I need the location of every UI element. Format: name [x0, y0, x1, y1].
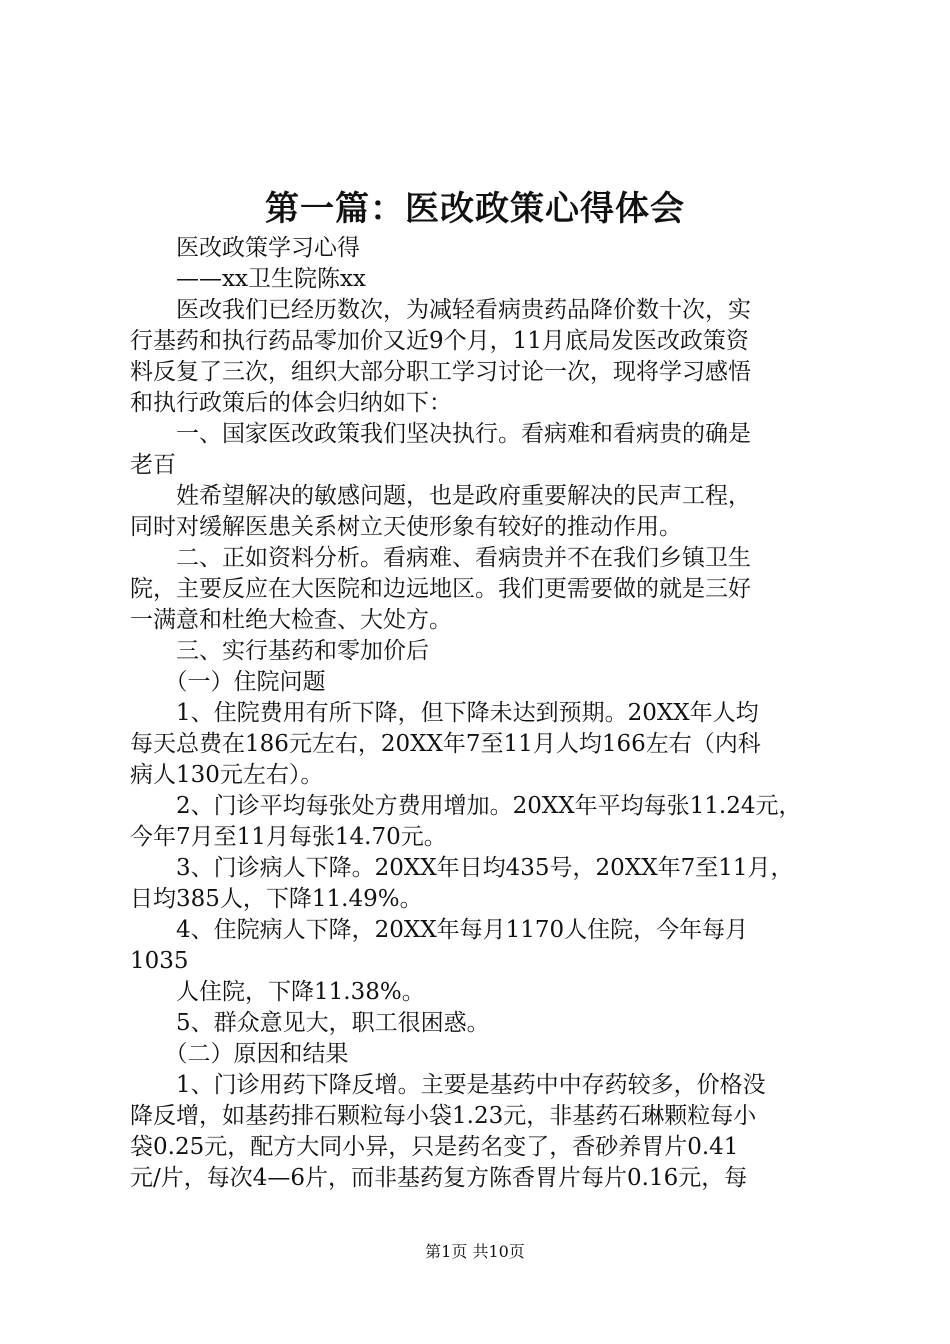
paragraph-line: 和执行政策后的体会归纳如下： [130, 390, 452, 416]
paragraph-line: （二）原因和结果 [130, 1041, 349, 1067]
paragraph-line: 5、群众意见大，职工很困惑。 [130, 1010, 490, 1036]
paragraph-line: 料反复了三次，组织大部分职工学习讨论一次，现将学习感悟 [130, 359, 751, 385]
paragraph-line: 袋0.25元，配方大同小异，只是药名变了，香砂养胃片0.41 [130, 1134, 739, 1160]
paragraph-line: 1035 [130, 948, 189, 974]
paragraph-line: 二、正如资料分析。看病难、看病贵并不在我们乡镇卫生 [130, 545, 751, 571]
paragraph-line: 医改政策学习心得 [130, 235, 360, 261]
paragraph-line: 医改我们已经历数次，为减轻看病贵药品降价数十次，实 [130, 297, 751, 323]
paragraph-line: 日均385人，下降11.49%。 [130, 886, 423, 912]
paragraph-line: 4、住院病人下降，20XX年每月1170人住院，今年每月 [130, 917, 749, 943]
paragraph-line: 降反增，如基药排石颗粒每小袋1.23元，非基药石琳颗粒每小 [130, 1103, 757, 1129]
paragraph-line: 一满意和杜绝大检查、大处方。 [130, 607, 452, 633]
paragraph-line: 元/片，每次4—6片，而非基药复方陈香胃片每片0.16元，每 [130, 1165, 748, 1191]
paragraph-line: 行基药和执行药品零加价又近9个月，11月底局发医改政策资 [130, 328, 749, 354]
paragraph-line: 院，主要反应在大医院和边远地区。我们更需要做的就是三好 [130, 576, 751, 602]
paragraph-line: 1、门诊用药下降反增。主要是基药中中存药较多，价格没 [130, 1072, 766, 1098]
paragraph-line: 2、门诊平均每张处方费用增加。20XX年平均每张11.24元， [130, 793, 802, 819]
paragraph-line: 1、住院费用有所下降，但下降未达到预期。20XX年人均 [130, 700, 759, 726]
paragraph-line: 3、门诊病人下降。20XX年日均435号，20XX年7至11月， [130, 855, 794, 881]
paragraph-line: （一）住院问题 [130, 669, 326, 695]
paragraph-line: 姓希望解决的敏感问题，也是政府重要解决的民声工程， [130, 483, 751, 509]
document-title: 第一篇：医改政策心得体会 [265, 189, 685, 229]
paragraph-line: 病人130元左右）。 [130, 762, 324, 788]
paragraph-line: 每天总费在186元左右，20XX年7至11月人均166左右（内科 [130, 731, 761, 757]
paragraph-line: 三、实行基药和零加价后 [130, 638, 429, 664]
page-number-footer: 第1页 共10页 [425, 1242, 525, 1261]
document-body [130, 233, 840, 1194]
paragraph-line: 老百 [130, 452, 176, 478]
paragraph-line: 人住院，下降11.38%。 [130, 979, 425, 1005]
paragraph-line: 今年7月至11月每张14.70元。 [130, 824, 447, 850]
paragraph-line: 一、国家医改政策我们坚决执行。看病难和看病贵的确是 [130, 421, 751, 447]
paragraph-line: 同时对缓解医患关系树立天使形象有较好的推动作用。 [130, 514, 682, 540]
paragraph-line: ——xx卫生院陈xx [130, 266, 366, 292]
